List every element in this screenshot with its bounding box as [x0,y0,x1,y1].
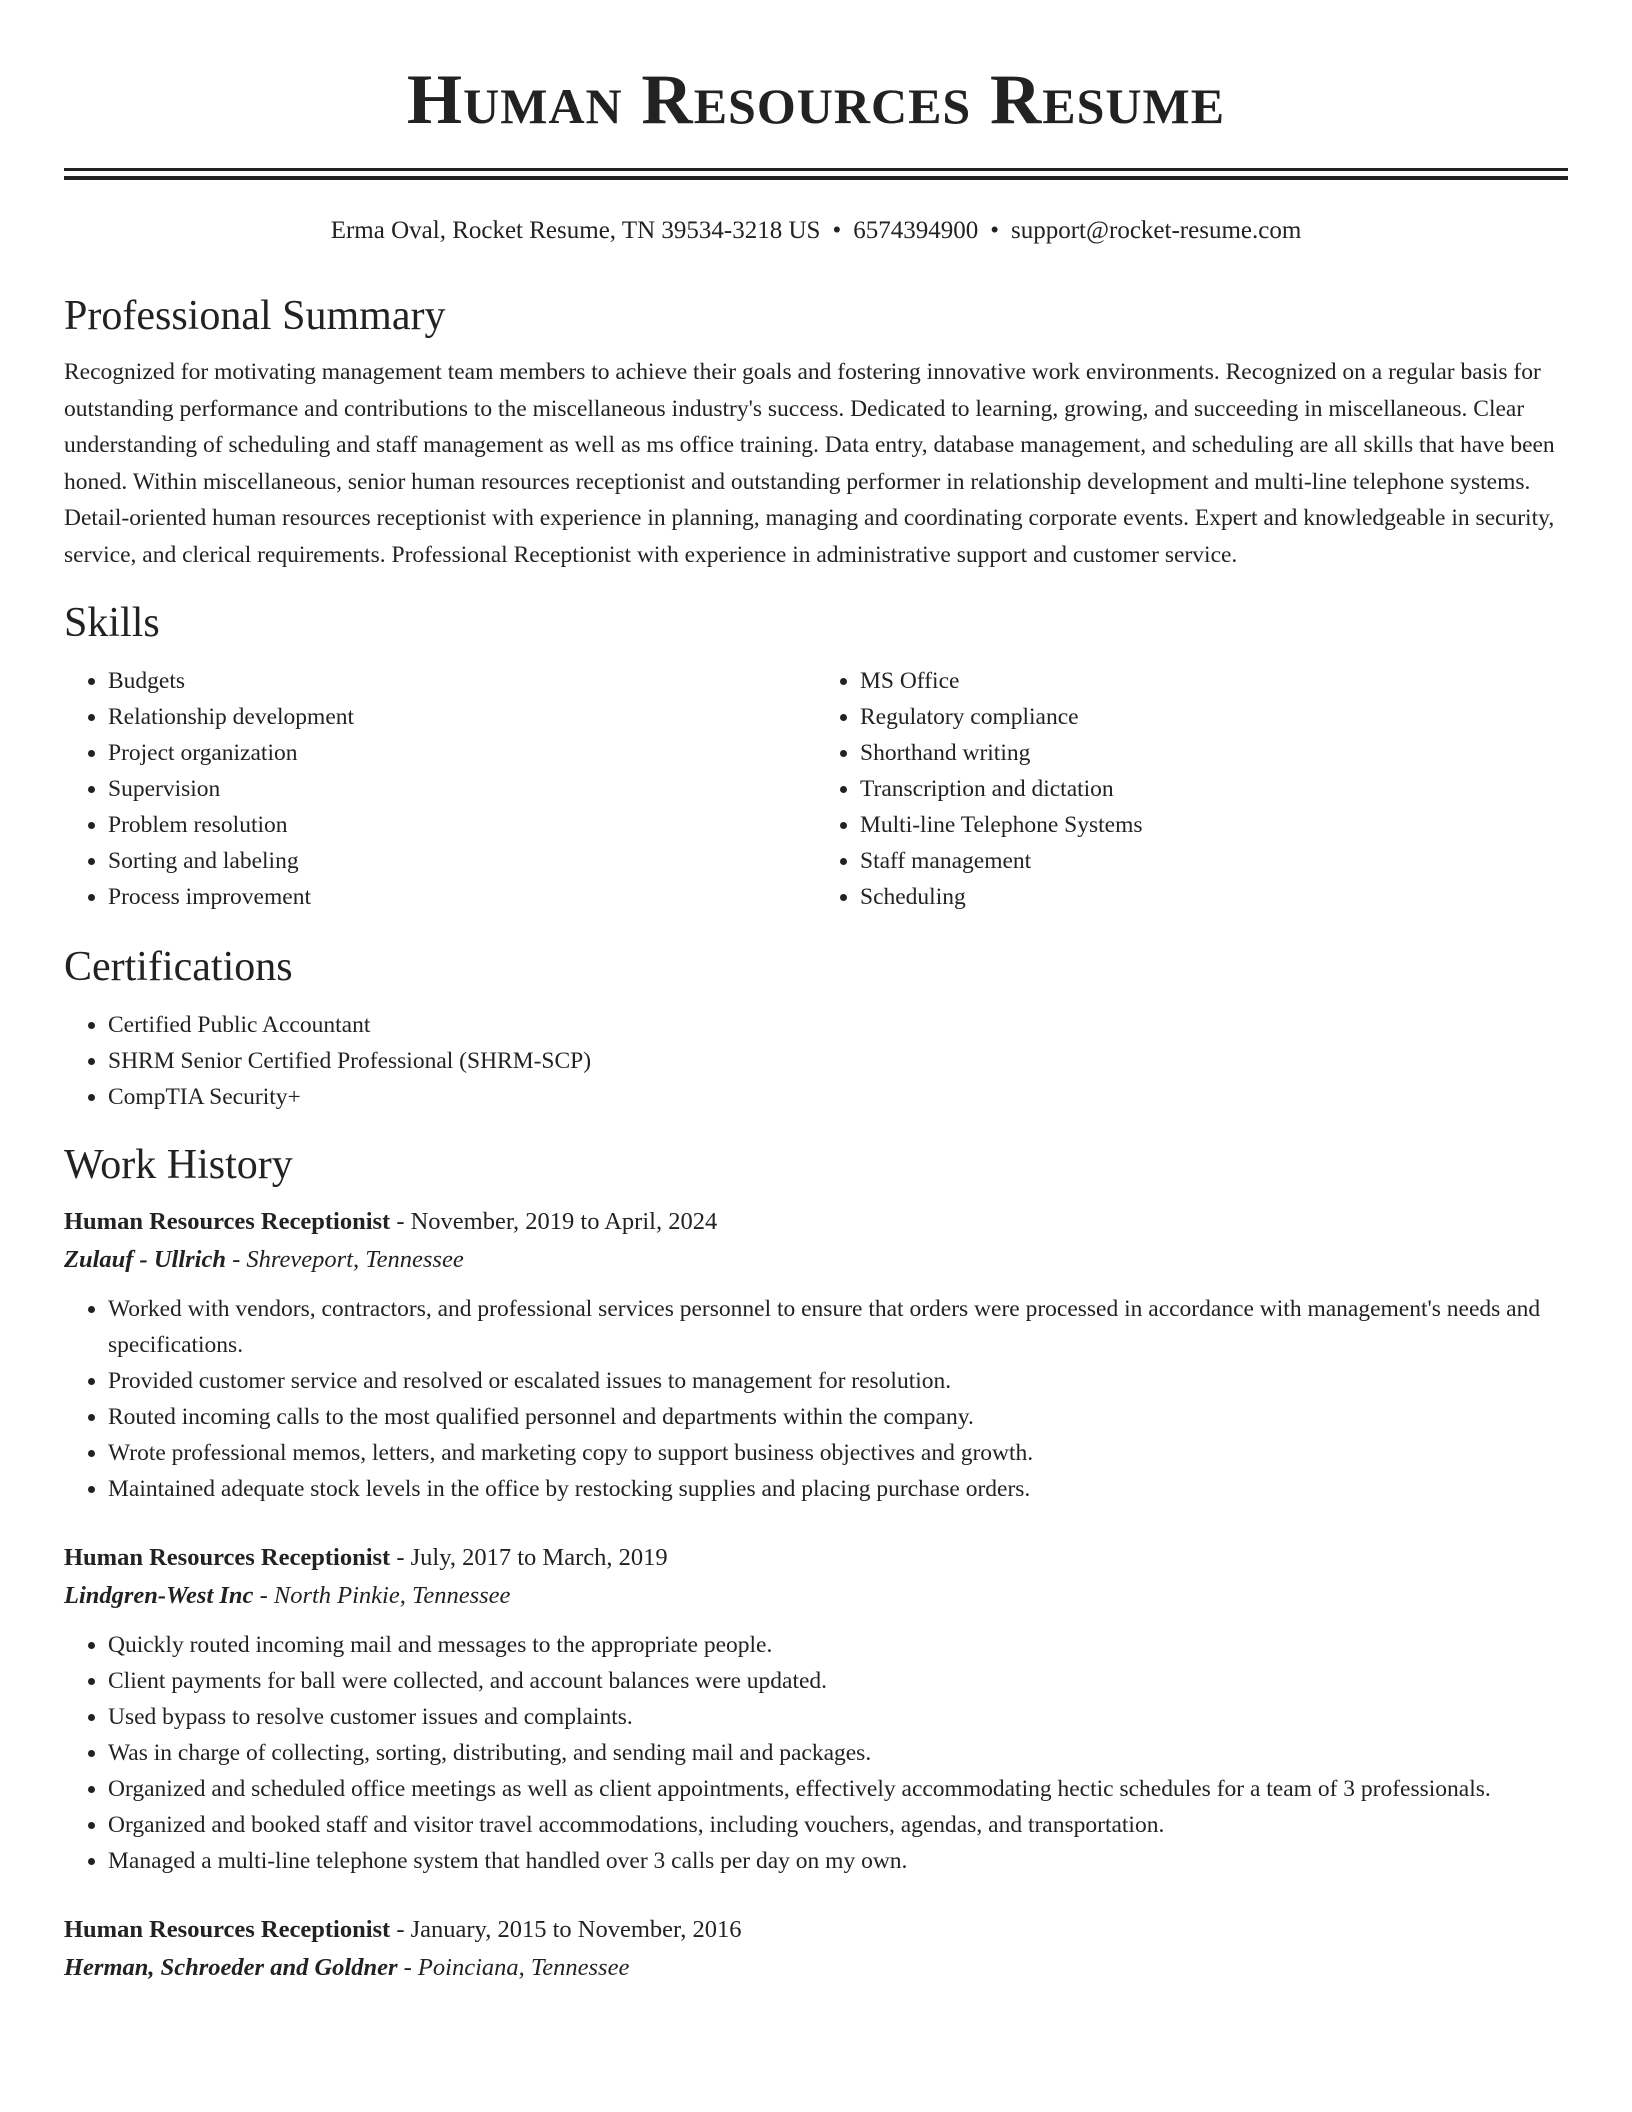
work-history-section [64,1137,1568,1987]
job-entry [64,1539,1568,1879]
work-history-heading: Work History [64,1142,293,1188]
job-company-line [64,1577,1568,1615]
job-duties-list [64,1627,1568,1879]
title-rule-top [64,168,1568,171]
job-company: Herman, Schroeder and Goldner [64,1954,398,1981]
summary-heading: Professional Summary [64,293,446,339]
skill-item: • Sorting and labeling [108,843,816,879]
skill-item: • Transcription and dictation [860,771,1568,807]
job-title-line [64,1539,1568,1577]
skills-heading: Skills [64,600,160,646]
job-duty-item: • Organized and booked staff and visitor travel accommodations, including vouchers, agendas, and transportation. [108,1807,1568,1843]
job-duty-item: • Was in charge of collecting, sorting, distributing, and sending mail and packages. [108,1735,1568,1771]
contact-line [0,214,1632,248]
job-duty-item: • Quickly routed incoming mail and messages to the appropriate people. [108,1627,1568,1663]
skill-item: • Multi-line Telephone Systems [860,807,1568,843]
contact-separator: • [990,217,999,244]
skills-columns [64,663,1568,915]
resume-content [64,288,1568,2019]
certifications-section [64,939,1568,1115]
job-dates: - January, 2015 to November, 2016 [390,1916,742,1943]
jobs-list [64,1203,1568,1987]
job-location: - Poinciana, Tennessee [397,1954,630,1981]
job-dates: - July, 2017 to March, 2019 [390,1544,668,1571]
job-title-line [64,1911,1568,1949]
job-duty-item: • Client payments for ball were collected, and account balances were updated. [108,1663,1568,1699]
job-company-line [64,1949,1568,1987]
job-location: - North Pinkie, Tennessee [253,1582,511,1609]
certification-item: • SHRM Senior Certified Professional (SHRM-SCP) [108,1043,1568,1079]
job-company: Zulauf - Ullrich [64,1246,226,1273]
certifications-heading: Certifications [64,944,293,990]
job-location: - Shreveport, Tennessee [226,1246,464,1273]
skill-item: • Supervision [108,771,816,807]
job-entry [64,1911,1568,1987]
skill-item: • Regulatory compliance [860,699,1568,735]
job-duty-item: • Managed a multi-line telephone system that handled over 3 calls per day on my own. [108,1843,1568,1879]
job-company-line [64,1241,1568,1279]
job-duty-item: • Worked with vendors, contractors, and professional services personnel to ensure that orders were processed in accordance with management's needs and specifications. [108,1291,1568,1363]
skill-item: • Project organization [108,735,816,771]
skill-item: • Scheduling [860,879,1568,915]
summary-text: Recognized for motivating management team members to achieve their goals and fostering innovative work environments. Recognized on a regular basis for outstanding performance and contributions to the miscellaneous industry's success. Dedicated to learning, growing, and succeeding in miscellaneous. Clear understanding of scheduling and staff management as well as ms office training. Data entry, database management, and scheduling are all skills that have been honed. Within miscellaneous, senior human resources receptionist and outstanding performer in relationship development and multi-line telephone systems. Detail-oriented human resources receptionist with experience in planning, managing and coordinating corporate events. Expert and knowledgeable in security, service, and clerical requirements. Professional Receptionist with experience in administrative support and customer service. [64,359,1555,568]
certification-item: • CompTIA Security+ [108,1079,1568,1115]
job-title-line [64,1203,1568,1241]
skills-section [64,595,1568,915]
skill-item: • Shorthand writing [860,735,1568,771]
skill-item: • Process improvement [108,879,816,915]
job-dates: - November, 2019 to April, 2024 [390,1208,718,1235]
job-company: Lindgren-West Inc [64,1582,254,1609]
job-title: Human Resources Receptionist [64,1208,391,1235]
skill-item: • Relationship development [108,699,816,735]
title-rule-bottom [64,176,1568,180]
job-duty-item: • Maintained adequate stock levels in the office by restocking supplies and placing purchase orders. [108,1471,1568,1507]
skill-item: • Budgets [108,663,816,699]
job-title: Human Resources Receptionist [64,1544,391,1571]
job-duty-item: • Organized and scheduled office meetings as well as client appointments, effectively accommodating hectic schedules for a team of 3 professionals. [108,1771,1568,1807]
certification-item: • Certified Public Accountant [108,1007,1568,1043]
job-duty-item: • Wrote professional memos, letters, and marketing copy to support business objectives and growth. [108,1435,1568,1471]
skills-list-left [64,663,816,915]
contact-email: support@rocket-resume.com [1010,217,1302,244]
skill-item: • Problem resolution [108,807,816,843]
summary-section [64,288,1568,573]
contact-phone: 6574394900 [853,217,979,244]
job-entry [64,1203,1568,1507]
resume-title: Human Resources Resume [406,61,1226,139]
skills-list-right [816,663,1568,915]
skill-item: • Staff management [860,843,1568,879]
skill-item: • MS Office [860,663,1568,699]
job-duty-item: • Used bypass to resolve customer issues and complaints. [108,1699,1568,1735]
job-title: Human Resources Receptionist [64,1916,391,1943]
contact-separator: • [832,217,842,244]
contact-address: Erma Oval, Rocket Resume, TN 39534-3218 US [330,217,821,244]
job-duties-list [64,1291,1568,1507]
job-duty-item: • Provided customer service and resolved or escalated issues to management for resolution. [108,1363,1568,1399]
certifications-list [64,1007,1568,1115]
job-duty-item: • Routed incoming calls to the most qualified personnel and departments within the company. [108,1399,1568,1435]
